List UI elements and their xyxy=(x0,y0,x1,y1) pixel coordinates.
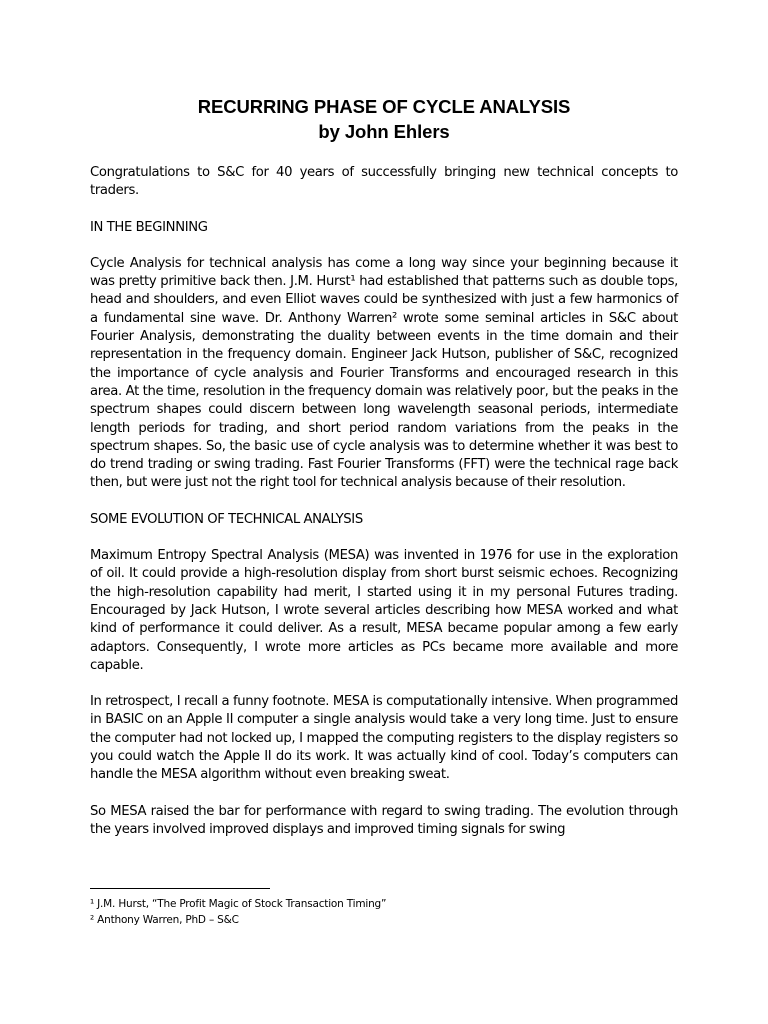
title-block xyxy=(90,94,678,144)
paragraph-retrospect: In retrospect, I recall a funny footnote. MESA is computationally intensive. When programmed in BASIC on an Apple II computer a single analysis would take a very long time. Just to ensure the computer had not locked up, I mapped the computing registers to the display registers so you could watch the Apple II do its work. It was actually kind of cool. Today’s computers can handle the MESA algorithm without even breaking sweat. xyxy=(90,694,678,783)
paragraph-mesa: Maximum Entropy Spectral Analysis (MESA) was invented in 1976 for use in the exploration of oil. It could provide a high-resolution display from short burst seismic echoes. Recognizing the high-resolution capability had merit, I started using it in my personal Futures trading. Encouraged by Jack Hutson, I wrote several articles describing how MESA worked and what kind of performance it could deliver. As a result, MESA became popular among a few early adaptors. Consequently, I wrote more articles as PCs became more available and more capable. xyxy=(90,548,678,673)
footnotes xyxy=(90,896,678,928)
footnote-2: ² Anthony Warren, PhD – S&C xyxy=(90,914,239,926)
document-byline: by John Ehlers xyxy=(318,121,450,142)
section-heading-beginning: IN THE BEGINNING xyxy=(90,219,208,235)
footnote-1: ¹ J.M. Hurst, “The Profit Magic of Stock Transaction Timing” xyxy=(90,898,387,910)
footnote-divider xyxy=(90,888,270,889)
document-title: RECURRING PHASE OF CYCLE ANALYSIS xyxy=(197,96,571,117)
document-body xyxy=(90,94,678,857)
paragraph-swing-trading: So MESA raised the bar for performance with regard to swing trading. The evolution through the years involved improved displays and improved timing signals for swing xyxy=(90,803,678,837)
section-heading-evolution: SOME EVOLUTION OF TECHNICAL ANALYSIS xyxy=(90,511,363,527)
paragraph-intro: Congratulations to S&C for 40 years of successfully bringing new technical concepts to traders. xyxy=(90,165,678,199)
paragraph-cycle-analysis: Cycle Analysis for technical analysis has come a long way since your beginning because it was pretty primitive back then. J.M. Hurst¹ had established that patterns such as double tops, head and shoulders, and even Elliot waves could be synthesized with just a few harmonics of a fundamental sine wave. Dr. Anthony Warren² wrote some seminal articles in S&C about Fourier Analysis, demonstrating the duality between events in the time domain and their representation in the frequency domain. Engineer Jack Hutson, publisher of S&C, recognized the importance of cycle analysis and Fourier Transforms and encouraged research in this area. At the time, resolution in the frequency domain was relatively poor, but the peaks in the spectrum shapes could discern between long wavelength seasonal periods, intermediate length periods for trading, and short period random variations from the peaks in the spectrum shapes. So, the basic use of cycle analysis was to determine whether it was best to do trend trading or swing trading. Fast Fourier Transforms (FFT) were the technical rage back then, but were just not the right tool for technical analysis because of their resolution. xyxy=(90,255,678,491)
